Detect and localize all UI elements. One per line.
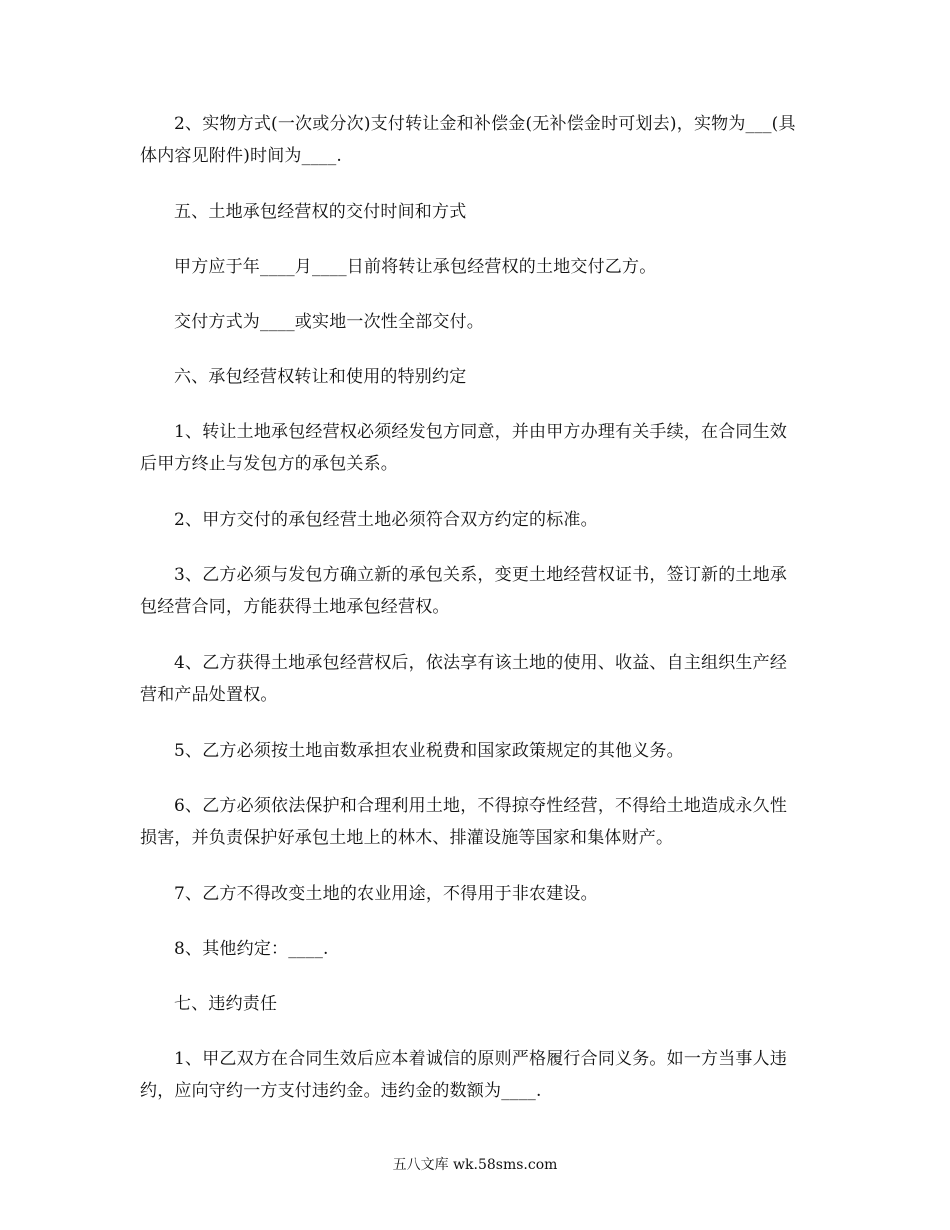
document-body — [140, 108, 802, 1131]
paragraph: 3、乙方必须与发包方确立新的承包关系，变更土地经营权证书，签订新的土地承包经营合同，方能获得土地承包经营权。 — [140, 565, 788, 617]
paragraph: 1、转让土地承包经营权必须经发包方同意，并由甲方办理有关手续，在合同生效后甲方终止与发包方的承包关系。 — [140, 422, 788, 474]
footer-watermark: 五八文库 wk.58sms.com — [392, 1157, 558, 1173]
paragraph: 交付方式为____或实地一次性全部交付。 — [174, 312, 484, 332]
paragraph: 8、其他约定：____. — [174, 939, 329, 959]
paragraph: 甲方应于年____月____日前将转让承包经营权的土地交付乙方。 — [174, 257, 657, 277]
paragraph: 4、乙方获得土地承包经营权后，依法享有该土地的使用、收益、自主组织生产经营和产品处置权。 — [140, 653, 788, 705]
paragraph: 6、乙方必须依法保护和合理利用土地，不得掠夺性经营，不得给土地造成永久性损害，并负责保护好承包土地上的林木、排灌设施等国家和集体财产。 — [140, 796, 788, 848]
paragraph: 2、甲方交付的承包经营土地必须符合双方约定的标准。 — [174, 510, 598, 530]
paragraph: 5、乙方必须按土地亩数承担农业税费和国家政策规定的其他义务。 — [174, 741, 684, 761]
section-heading: 六、承包经营权转让和使用的特别约定 — [174, 367, 467, 387]
paragraph: 7、乙方不得改变土地的农业用途，不得用于非农建设。 — [174, 884, 598, 904]
paragraph: 2、实物方式(一次或分次)支付转让金和补偿金(无补偿金时可划去)，实物为___(具体内容见附件)时间为____. — [140, 114, 796, 166]
section-heading: 七、违约责任 — [174, 994, 278, 1014]
paragraph: 1、甲乙双方在合同生效后应本着诚信的原则严格履行合同义务。如一方当事人违约，应向守约一方支付违约金。违约金的数额为____. — [140, 1049, 788, 1101]
section-heading: 五、土地承包经营权的交付时间和方式 — [174, 202, 467, 222]
